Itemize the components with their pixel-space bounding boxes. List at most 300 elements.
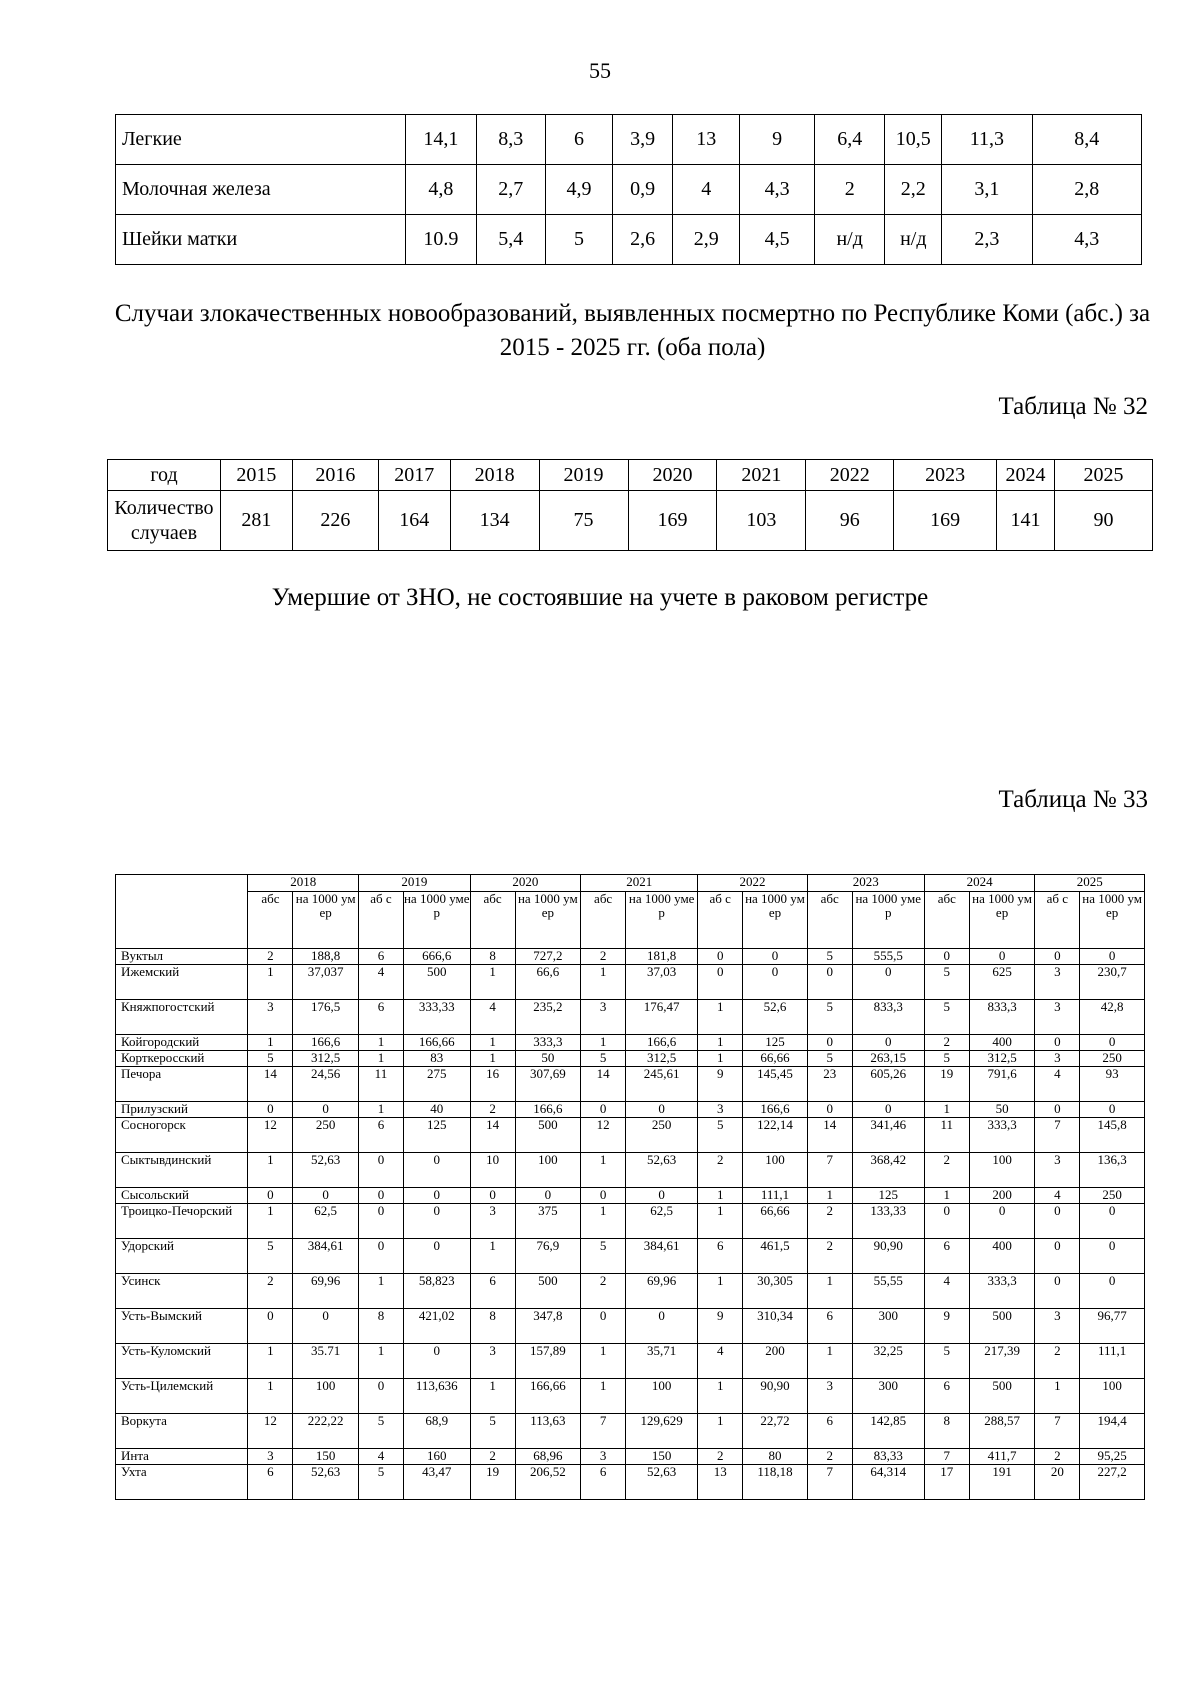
table-cell: 0 bbox=[515, 1188, 581, 1204]
table-cell: 275 bbox=[403, 1067, 470, 1102]
table-cell: 0 bbox=[293, 1188, 359, 1204]
table-cell: 3 bbox=[1035, 1000, 1080, 1035]
table-32-count-row bbox=[108, 491, 1153, 551]
table-cell: 6 bbox=[359, 949, 404, 965]
district-name: Ухта bbox=[116, 1465, 248, 1500]
district-name: Вуктыл bbox=[116, 949, 248, 965]
table-cell: 52,63 bbox=[626, 1465, 698, 1500]
table-cell: 0 bbox=[807, 965, 852, 1000]
year-header: 2021 bbox=[581, 875, 698, 892]
table-cell: 24,56 bbox=[293, 1067, 359, 1102]
year-header: 2024 bbox=[997, 460, 1055, 491]
table-cell: 0 bbox=[969, 949, 1035, 965]
district-name: Корткеросский bbox=[116, 1051, 248, 1067]
table-cell: 0 bbox=[359, 1188, 404, 1204]
table-cell: 122,14 bbox=[743, 1118, 808, 1153]
table-cell: 4 bbox=[924, 1274, 969, 1309]
table-cell: 5 bbox=[924, 965, 969, 1000]
table-cell: 312,5 bbox=[626, 1051, 698, 1067]
table-cell: 4,5 bbox=[740, 215, 815, 265]
table-cell: 76,9 bbox=[515, 1239, 581, 1274]
table-cell: 3 bbox=[1035, 1309, 1080, 1344]
table-cell: 150 bbox=[293, 1449, 359, 1465]
table-cell: 384,61 bbox=[626, 1239, 698, 1274]
year-header: 2022 bbox=[806, 460, 894, 491]
count-cell: 226 bbox=[292, 491, 378, 551]
table-cancer-sites bbox=[115, 114, 1142, 265]
table-cell: 0 bbox=[626, 1102, 698, 1118]
table-cell: 0 bbox=[1080, 1204, 1145, 1239]
table-cell: 11 bbox=[359, 1067, 404, 1102]
count-cell: 281 bbox=[220, 491, 292, 551]
table-cell: 17 bbox=[924, 1465, 969, 1500]
table-cell: 16 bbox=[470, 1067, 515, 1102]
table-row bbox=[116, 1035, 1145, 1051]
subheader-cell: на 1000 умер bbox=[743, 892, 808, 949]
table-cell: 0 bbox=[359, 1204, 404, 1239]
table-cell: 66,6 bbox=[515, 965, 581, 1000]
table-cell: 10 bbox=[470, 1153, 515, 1188]
table-cell: 1 bbox=[924, 1188, 969, 1204]
table-cell: 1 bbox=[470, 1035, 515, 1051]
table-cell: 43,47 bbox=[403, 1465, 470, 1500]
table-cell: 8 bbox=[359, 1309, 404, 1344]
year-header: 2022 bbox=[698, 875, 807, 892]
table-cell: 2,6 bbox=[613, 215, 673, 265]
table-cell: 1 bbox=[581, 1035, 626, 1051]
table-cell: 2,3 bbox=[942, 215, 1032, 265]
table-cell: 0 bbox=[470, 1188, 515, 1204]
year-header: 2016 bbox=[292, 460, 378, 491]
table-cell: 11,3 bbox=[942, 115, 1032, 165]
table-cell: 50 bbox=[969, 1102, 1035, 1118]
table-cell: 0 bbox=[626, 1309, 698, 1344]
table-row bbox=[116, 1118, 1145, 1153]
table-cell: 176,5 bbox=[293, 1000, 359, 1035]
table-cell: 19 bbox=[470, 1465, 515, 1500]
table-cell: 727,2 bbox=[515, 949, 581, 965]
table-row bbox=[116, 1239, 1145, 1274]
table-row bbox=[116, 1309, 1145, 1344]
table-cell: 0 bbox=[359, 1153, 404, 1188]
table-cell: 833,3 bbox=[852, 1000, 924, 1035]
table-cell: 12 bbox=[581, 1118, 626, 1153]
count-cell: 169 bbox=[894, 491, 997, 551]
table-cell: 12 bbox=[248, 1118, 293, 1153]
table-cell: 0 bbox=[743, 965, 808, 1000]
subheader-cell: аб с bbox=[1035, 892, 1080, 949]
table-cell: 1 bbox=[581, 1204, 626, 1239]
table-cell: 5 bbox=[807, 1000, 852, 1035]
district-name: Сысольский bbox=[116, 1188, 248, 1204]
subheader-cell: абс bbox=[248, 892, 293, 949]
table-cell: 0 bbox=[924, 949, 969, 965]
table-cell: 1 bbox=[698, 1204, 743, 1239]
table-cell: 9 bbox=[924, 1309, 969, 1344]
table-33-corner-cell bbox=[116, 875, 248, 949]
table-cell: 58,823 bbox=[403, 1274, 470, 1309]
table-cell: 1 bbox=[698, 1379, 743, 1414]
table-cell: 2 bbox=[581, 949, 626, 965]
district-name: Удорский bbox=[116, 1239, 248, 1274]
table-cell: 50 bbox=[515, 1051, 581, 1067]
district-name: Сыктывдинский bbox=[116, 1153, 248, 1188]
table-cell: 1 bbox=[1035, 1379, 1080, 1414]
table-cell: 411,7 bbox=[969, 1449, 1035, 1465]
count-cell: 134 bbox=[450, 491, 539, 551]
table-cell: 333,3 bbox=[969, 1118, 1035, 1153]
table-cell: 0 bbox=[403, 1188, 470, 1204]
table-cell: 0 bbox=[403, 1344, 470, 1379]
table-cell: 2 bbox=[924, 1153, 969, 1188]
table-cell: 8 bbox=[470, 1309, 515, 1344]
table-cell: 312,5 bbox=[293, 1051, 359, 1067]
table-cell: 68,96 bbox=[515, 1449, 581, 1465]
table-cell: 194,4 bbox=[1080, 1414, 1145, 1449]
table-cell: 23 bbox=[807, 1067, 852, 1102]
subheader-cell: аб с bbox=[698, 892, 743, 949]
table-row bbox=[116, 215, 1142, 265]
table-cell: 176,47 bbox=[626, 1000, 698, 1035]
table-cell: 1 bbox=[359, 1051, 404, 1067]
table-cell: 666,6 bbox=[403, 949, 470, 965]
table-row bbox=[116, 1188, 1145, 1204]
table-32 bbox=[107, 459, 1153, 551]
table-cell: 5 bbox=[807, 949, 852, 965]
table-cell: 0 bbox=[807, 1102, 852, 1118]
table-cell: 0 bbox=[248, 1102, 293, 1118]
table-cell: 1 bbox=[470, 1379, 515, 1414]
table-cell: 0 bbox=[626, 1188, 698, 1204]
table-cell: 52,63 bbox=[293, 1153, 359, 1188]
table-33 bbox=[115, 874, 1145, 1500]
table-cell: 3 bbox=[1035, 1153, 1080, 1188]
district-name: Койгородский bbox=[116, 1035, 248, 1051]
table-cell: 333,3 bbox=[969, 1274, 1035, 1309]
table-cell: 500 bbox=[515, 1118, 581, 1153]
table-cell: 2,7 bbox=[476, 165, 545, 215]
table-cell: 69,96 bbox=[626, 1274, 698, 1309]
table-cell: 6 bbox=[924, 1379, 969, 1414]
table-cell: 9 bbox=[698, 1067, 743, 1102]
table-cell: 35.71 bbox=[293, 1344, 359, 1379]
table-cell: 66,66 bbox=[743, 1204, 808, 1239]
table-cell: 1 bbox=[470, 1239, 515, 1274]
row-label: Молочная железа bbox=[116, 165, 406, 215]
table-cell: 3 bbox=[248, 1000, 293, 1035]
table-cell: 1 bbox=[698, 1274, 743, 1309]
table-cell: 235,2 bbox=[515, 1000, 581, 1035]
table-cell: 19 bbox=[924, 1067, 969, 1102]
table-cell: 166,66 bbox=[403, 1035, 470, 1051]
table-cell: 9 bbox=[740, 115, 815, 165]
year-header: 2015 bbox=[220, 460, 292, 491]
table-cell: 62,5 bbox=[293, 1204, 359, 1239]
table-cell: 166,6 bbox=[293, 1035, 359, 1051]
table-cell: 0 bbox=[1080, 1274, 1145, 1309]
table-cell: 1 bbox=[359, 1274, 404, 1309]
table-cell: 0 bbox=[1035, 1239, 1080, 1274]
table-cell: 0 bbox=[293, 1102, 359, 1118]
table-32-header-row bbox=[108, 460, 1153, 491]
table-cell: 95,25 bbox=[1080, 1449, 1145, 1465]
table-cell: 5 bbox=[581, 1239, 626, 1274]
table-cell: 100 bbox=[969, 1153, 1035, 1188]
table-cell: 2 bbox=[807, 1449, 852, 1465]
table-cell: 96,77 bbox=[1080, 1309, 1145, 1344]
table-cell: 111,1 bbox=[743, 1188, 808, 1204]
table-cell: 2 bbox=[581, 1274, 626, 1309]
table-cell: 2 bbox=[248, 949, 293, 965]
table-cell: 100 bbox=[293, 1379, 359, 1414]
table-cell: 230,7 bbox=[1080, 965, 1145, 1000]
table-cell: 333,3 bbox=[515, 1035, 581, 1051]
subheader-cell: на 1000 умер bbox=[403, 892, 470, 949]
table-cell: 118,18 bbox=[743, 1465, 808, 1500]
table-cell: 0 bbox=[1080, 949, 1145, 965]
subheader-cell: на 1000 умер bbox=[515, 892, 581, 949]
table-cell: 4,9 bbox=[545, 165, 612, 215]
year-header: 2017 bbox=[378, 460, 450, 491]
table-cell: 250 bbox=[626, 1118, 698, 1153]
table-cell: 0 bbox=[403, 1153, 470, 1188]
table-cell: 4 bbox=[698, 1344, 743, 1379]
table-cell: 150 bbox=[626, 1449, 698, 1465]
table-cell: 368,42 bbox=[852, 1153, 924, 1188]
table-cell: 14 bbox=[581, 1067, 626, 1102]
table-cell: 250 bbox=[1080, 1051, 1145, 1067]
table-cell: 1 bbox=[698, 1051, 743, 1067]
table-cell: 4 bbox=[359, 965, 404, 1000]
table-cell: 1 bbox=[581, 1379, 626, 1414]
row-label: Шейки матки bbox=[116, 215, 406, 265]
table-row bbox=[116, 1204, 1145, 1239]
table-cell: 6 bbox=[359, 1000, 404, 1035]
table-cell: 347,8 bbox=[515, 1309, 581, 1344]
table-cell: 4,8 bbox=[406, 165, 476, 215]
table-cell: 0 bbox=[969, 1204, 1035, 1239]
table-cell: 555,5 bbox=[852, 949, 924, 965]
table-cell: 4 bbox=[359, 1449, 404, 1465]
table-cell: 3 bbox=[581, 1449, 626, 1465]
table-cell: 222,22 bbox=[293, 1414, 359, 1449]
table-cell: 1 bbox=[924, 1102, 969, 1118]
table-cell: 7 bbox=[924, 1449, 969, 1465]
table-cell: 113,63 bbox=[515, 1414, 581, 1449]
table-cell: 30,305 bbox=[743, 1274, 808, 1309]
table-cell: 1 bbox=[470, 1051, 515, 1067]
table-cell: 0 bbox=[852, 1102, 924, 1118]
table-row bbox=[116, 1000, 1145, 1035]
table-cell: 66,66 bbox=[743, 1051, 808, 1067]
table-cell: 2 bbox=[470, 1449, 515, 1465]
subheader-cell: абс bbox=[470, 892, 515, 949]
table-cell: 263,15 bbox=[852, 1051, 924, 1067]
table-cell: 1 bbox=[581, 1153, 626, 1188]
table-cell: н/д bbox=[885, 215, 942, 265]
table-cell: 2 bbox=[248, 1274, 293, 1309]
table-cell: 384,61 bbox=[293, 1239, 359, 1274]
table-cell: 312,5 bbox=[969, 1051, 1035, 1067]
table-cell: 2 bbox=[924, 1035, 969, 1051]
table-row bbox=[116, 1465, 1145, 1500]
table-cell: 181,8 bbox=[626, 949, 698, 965]
table-cell: 605,26 bbox=[852, 1067, 924, 1102]
table-cell: 300 bbox=[852, 1379, 924, 1414]
table-cell: 3 bbox=[248, 1449, 293, 1465]
table-cell: 69,96 bbox=[293, 1274, 359, 1309]
table-cell: 0 bbox=[1035, 1274, 1080, 1309]
year-header: 2020 bbox=[628, 460, 717, 491]
table-cell: 133,33 bbox=[852, 1204, 924, 1239]
table-cell: 7 bbox=[581, 1414, 626, 1449]
district-name: Прилузский bbox=[116, 1102, 248, 1118]
count-cell: 96 bbox=[806, 491, 894, 551]
table-row bbox=[116, 1153, 1145, 1188]
table-cell: 90,90 bbox=[743, 1379, 808, 1414]
district-name: Усть-Вымский bbox=[116, 1309, 248, 1344]
table-cell: 1 bbox=[698, 1035, 743, 1051]
table-cell: 0 bbox=[403, 1239, 470, 1274]
table-cell: 35,71 bbox=[626, 1344, 698, 1379]
table-32-year-label: год bbox=[108, 460, 221, 491]
table-cell: 8 bbox=[470, 949, 515, 965]
table-cell: 142,85 bbox=[852, 1414, 924, 1449]
subheader-cell: на 1000 умер bbox=[969, 892, 1035, 949]
table-cell: 217,39 bbox=[969, 1344, 1035, 1379]
subheader-cell: на 1000 умер bbox=[1080, 892, 1145, 949]
table-cell: 8,4 bbox=[1032, 115, 1141, 165]
table-cell: 1 bbox=[359, 1102, 404, 1118]
table-cell: 2 bbox=[1035, 1344, 1080, 1379]
table-cell: 0 bbox=[743, 949, 808, 965]
table-cell: 7 bbox=[807, 1465, 852, 1500]
table-cell: 6,4 bbox=[814, 115, 884, 165]
table-cell: 4 bbox=[1035, 1067, 1080, 1102]
table-cell: 100 bbox=[743, 1153, 808, 1188]
page-number: 55 bbox=[589, 58, 611, 83]
table-cell: 6 bbox=[581, 1465, 626, 1500]
year-header: 2021 bbox=[717, 460, 806, 491]
table-cell: 6 bbox=[470, 1274, 515, 1309]
table-cell: 111,1 bbox=[1080, 1344, 1145, 1379]
subheader-cell: аб с bbox=[359, 892, 404, 949]
table-cell: 37,03 bbox=[626, 965, 698, 1000]
table-cell: 341,46 bbox=[852, 1118, 924, 1153]
table-cell: 5 bbox=[359, 1414, 404, 1449]
table-row bbox=[116, 1379, 1145, 1414]
table-cell: 3 bbox=[1035, 1051, 1080, 1067]
year-header: 2023 bbox=[894, 460, 997, 491]
table-cell: 14,1 bbox=[406, 115, 476, 165]
table-cell: 5 bbox=[698, 1118, 743, 1153]
table-cell: 7 bbox=[807, 1153, 852, 1188]
table-cell: 1 bbox=[807, 1344, 852, 1379]
table-cell: 9 bbox=[698, 1309, 743, 1344]
table-cell: 129,629 bbox=[626, 1414, 698, 1449]
district-name: Воркута bbox=[116, 1414, 248, 1449]
district-name: Ижемский bbox=[116, 965, 248, 1000]
table-cell: 0 bbox=[359, 1379, 404, 1414]
table-cell: 250 bbox=[293, 1118, 359, 1153]
table-cell: 40 bbox=[403, 1102, 470, 1118]
table-cell: 0 bbox=[359, 1239, 404, 1274]
table-cell: 5,4 bbox=[476, 215, 545, 265]
table-cell: 1 bbox=[470, 965, 515, 1000]
table-cell: 125 bbox=[403, 1118, 470, 1153]
table-cell: 62,5 bbox=[626, 1204, 698, 1239]
table-cell: 166,6 bbox=[626, 1035, 698, 1051]
table-cell: н/д bbox=[814, 215, 884, 265]
table-cell: 0 bbox=[403, 1204, 470, 1239]
table-cell: 1 bbox=[359, 1344, 404, 1379]
district-name: Инта bbox=[116, 1449, 248, 1465]
table-cell: 11 bbox=[924, 1118, 969, 1153]
table-cell: 500 bbox=[515, 1274, 581, 1309]
table-cell: 1 bbox=[248, 1153, 293, 1188]
year-header: 2019 bbox=[359, 875, 471, 892]
table-cell: 1 bbox=[698, 1000, 743, 1035]
table-cell: 0 bbox=[1035, 1204, 1080, 1239]
count-cell: 75 bbox=[539, 491, 628, 551]
table-cell: 0 bbox=[248, 1309, 293, 1344]
table-cell: 5 bbox=[924, 1000, 969, 1035]
table-cell: 100 bbox=[626, 1379, 698, 1414]
year-header: 2025 bbox=[1035, 875, 1145, 892]
district-name: Княжпогостский bbox=[116, 1000, 248, 1035]
table-cell: 2 bbox=[814, 165, 884, 215]
table-cell: 3,9 bbox=[613, 115, 673, 165]
year-header: 2019 bbox=[539, 460, 628, 491]
table-cell: 0,9 bbox=[613, 165, 673, 215]
table-row bbox=[116, 1067, 1145, 1102]
table-cell: 0 bbox=[852, 1035, 924, 1051]
table-cell: 375 bbox=[515, 1204, 581, 1239]
table-cell: 3 bbox=[1035, 965, 1080, 1000]
table-cell: 245,61 bbox=[626, 1067, 698, 1102]
table-cell: 0 bbox=[852, 965, 924, 1000]
district-name: Печора bbox=[116, 1067, 248, 1102]
district-name: Троицко-Печорский bbox=[116, 1204, 248, 1239]
table-cell: 310,34 bbox=[743, 1309, 808, 1344]
table-cell: 13 bbox=[673, 115, 740, 165]
table-cell: 2,8 bbox=[1032, 165, 1141, 215]
table-cell: 0 bbox=[1080, 1035, 1145, 1051]
table-cell: 0 bbox=[581, 1188, 626, 1204]
table-cell: 136,3 bbox=[1080, 1153, 1145, 1188]
subheader-cell: на 1000 умер bbox=[293, 892, 359, 949]
table-row bbox=[116, 1414, 1145, 1449]
table-cell: 145,45 bbox=[743, 1067, 808, 1102]
table-33-year-row bbox=[116, 875, 1145, 892]
table-row bbox=[116, 1102, 1145, 1118]
table-cell: 1 bbox=[248, 1344, 293, 1379]
table-cell: 100 bbox=[1080, 1379, 1145, 1414]
table-cell: 250 bbox=[1080, 1188, 1145, 1204]
table-cell: 3 bbox=[581, 1000, 626, 1035]
table-cell: 1 bbox=[248, 1035, 293, 1051]
year-header: 2018 bbox=[248, 875, 359, 892]
table-32-caption: Таблица № 32 bbox=[998, 393, 1148, 420]
table-cell: 93 bbox=[1080, 1067, 1145, 1102]
table-cell: 4 bbox=[673, 165, 740, 215]
subheader-cell: на 1000 умер bbox=[626, 892, 698, 949]
table-cell: 1 bbox=[581, 1344, 626, 1379]
table-cell: 400 bbox=[969, 1239, 1035, 1274]
table-cell: 3,1 bbox=[942, 165, 1032, 215]
table-cell: 0 bbox=[1035, 1035, 1080, 1051]
table-cell: 791,6 bbox=[969, 1067, 1035, 1102]
